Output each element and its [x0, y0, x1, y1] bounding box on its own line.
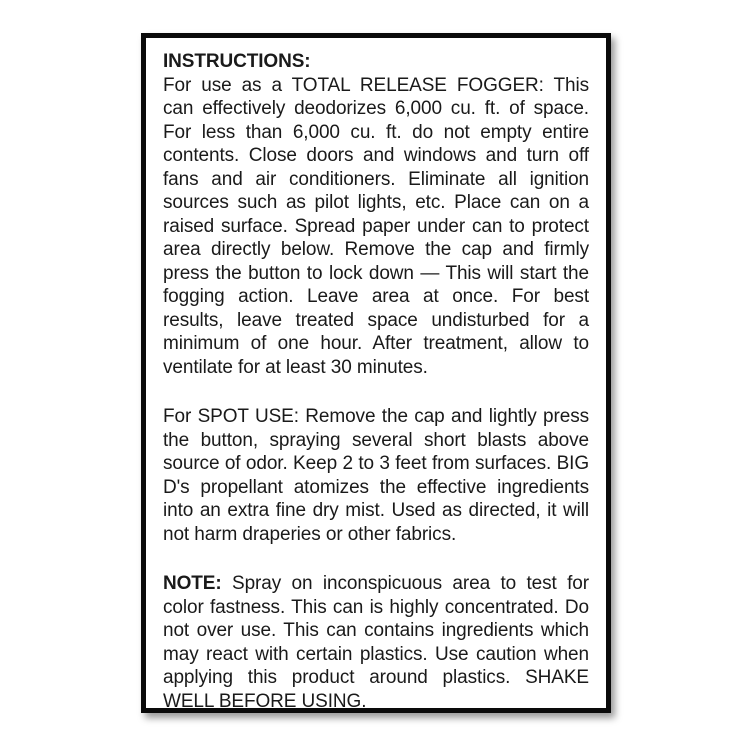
spot-use-paragraph: For SPOT USE: Remove the cap and lightly press the button, spraying several short blasts above source of odor. Keep 2 to 3 feet from surfaces. BIG D's propellant atomizes the effective ingredients into an extra fine dry mist. Used as directed, it will not harm draperies or other fabrics. — [163, 406, 589, 545]
fogger-instructions-paragraph: For use as a TOTAL RELEASE FOGGER: This can effectively deodorizes 6,000 cu. ft. of space. For less than 6,000 cu. ft. do not empty entire contents. Close doors and windows and turn off fans and air conditioners. Eliminate all ignition sources such as pilot lights, etc. Place can on a raised surface. Spread paper under can to protect area directly below. Remove the cap and firmly press the button to lock down — This will start the fogging action. Leave area at once. For best results, leave treated space undisturbed for a minimum of one hour. After treatment, allow to ventilate for at least 30 minutes. — [163, 74, 589, 378]
note-text: Spray on inconspicuous area to test for color fastness. This can is highly concentrated. Do not over use. This can contains ingredients which may react with certain plastics. Use caution when applying this product around plastics. SHAKE WELL BEFORE USING. — [163, 573, 589, 712]
instructions-label-card — [141, 33, 611, 713]
note-label: NOTE: — [163, 573, 222, 594]
note-paragraph — [163, 572, 589, 713]
instructions-heading: INSTRUCTIONS: — [163, 51, 311, 72]
